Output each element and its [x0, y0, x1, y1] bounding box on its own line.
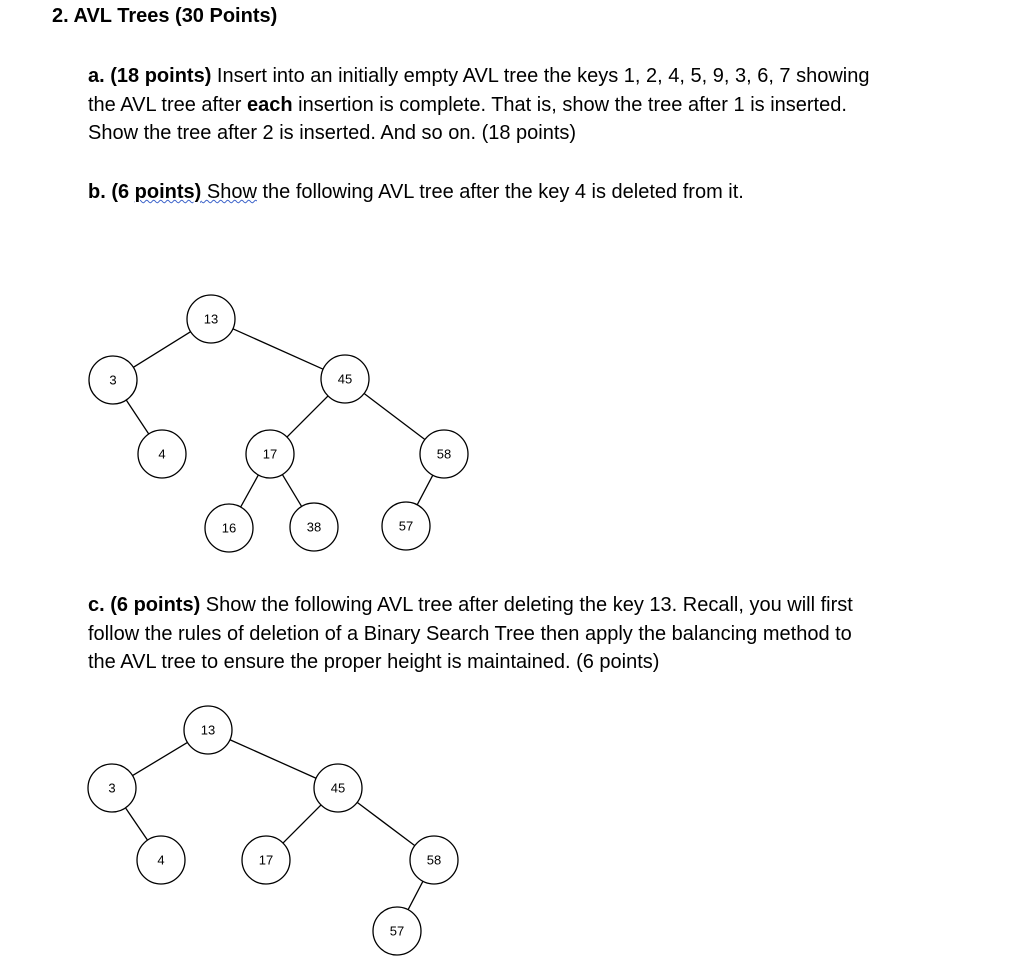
- tree-b-node-label: 57: [398, 518, 414, 534]
- tree-b-node-label: 58: [436, 446, 452, 462]
- avl-tree-b-diagram: [0, 290, 500, 560]
- part-c-text: [88, 591, 853, 677]
- tree-c-node-label: 17: [258, 852, 274, 868]
- tree-b-edge-58-57: [417, 475, 433, 505]
- part-b-label-squiggle: points): [134, 181, 202, 203]
- tree-c-edge-58-57: [408, 881, 423, 909]
- avl-tree-c-diagram: [0, 700, 500, 960]
- tree-b-node-3: [89, 356, 137, 404]
- tree-c-node-label: 4: [157, 852, 165, 868]
- tree-c-node-label: 57: [389, 923, 405, 939]
- tree-b-edge-3-4: [126, 400, 148, 434]
- part-a-label: a. (18 points): [88, 65, 212, 87]
- tree-c-node-57: [373, 907, 421, 955]
- tree-c-node-label: 45: [330, 780, 346, 796]
- tree-b-node-16: [205, 504, 253, 552]
- tree-c-node-4: [137, 836, 185, 884]
- part-b-text: [88, 178, 744, 207]
- tree-c-edge-3-4: [126, 808, 148, 840]
- part-c-line-1-text: Show the following AVL tree after deleting the key 13. Recall, you will first: [200, 594, 853, 616]
- tree-c-node-17: [242, 836, 290, 884]
- part-b-label-lead: b. (6: [88, 181, 135, 203]
- tree-c-node-58: [410, 836, 458, 884]
- part-a-text: [88, 62, 870, 148]
- part-a-emphasis: each: [246, 93, 293, 116]
- tree-b-node-13: [187, 295, 235, 343]
- tree-c-edge-13-45: [230, 740, 316, 778]
- tree-b-node-45: [321, 355, 369, 403]
- tree-c-node-45: [314, 764, 362, 812]
- tree-c-node-label: 13: [200, 722, 216, 738]
- tree-c-edge-45-17: [283, 805, 321, 843]
- tree-b-node-17: [246, 430, 294, 478]
- tree-b-node-label: 4: [158, 446, 166, 462]
- tree-b-node-57: [382, 502, 430, 550]
- tree-b-edge-17-16: [241, 475, 259, 507]
- tree-b-edge-13-3: [133, 332, 190, 368]
- tree-b-node-label: 3: [109, 372, 117, 388]
- part-c-line-3: the AVL tree to ensure the proper height is maintained. (6 points): [88, 651, 660, 673]
- part-a-line-2-pre: the AVL tree after: [88, 93, 247, 116]
- part-c-label: c. (6 points): [88, 594, 201, 616]
- part-a-line-1-text: Insert into an initially empty AVL tree the keys 1, 2, 4, 5, 9, 3, 6, 7 showing: [211, 65, 870, 87]
- tree-b-node-4: [138, 430, 186, 478]
- tree-c-edge-45-58: [357, 802, 415, 845]
- tree-b-node-label: 13: [203, 311, 219, 327]
- tree-c-node-3: [88, 764, 136, 812]
- part-b-show-word: Show: [201, 181, 257, 203]
- tree-b-node-label: 45: [337, 371, 353, 387]
- tree-b-edge-45-17: [287, 396, 328, 437]
- part-a-line-2-post: insertion is complete. That is, show the tree after 1 is inserted.: [292, 93, 847, 116]
- part-a-line-3: Show the tree after 2 is inserted. And so on. (18 points): [88, 122, 577, 144]
- part-c-line-2: follow the rules of deletion of a Binary Search Tree then apply the balancing method to: [88, 622, 852, 645]
- tree-b-edge-45-58: [364, 393, 425, 439]
- tree-b-edge-13-45: [233, 329, 323, 369]
- part-a-line-1: [88, 62, 870, 91]
- part-a-line-2: [88, 91, 870, 120]
- tree-b-node-38: [290, 503, 338, 551]
- tree-b-node-label: 17: [262, 446, 278, 462]
- part-c-line-1: [88, 591, 853, 620]
- tree-b-node-label: 38: [306, 519, 322, 535]
- tree-b-node-58: [420, 430, 468, 478]
- tree-c-edge-13-3: [133, 742, 188, 775]
- tree-c-node-label: 3: [108, 780, 116, 796]
- tree-c-node-label: 58: [426, 852, 442, 868]
- part-b-rest: the following AVL tree after the key 4 is deleted from it.: [256, 181, 744, 203]
- tree-b-node-label: 16: [221, 520, 237, 536]
- tree-c-node-13: [184, 706, 232, 754]
- tree-b-edge-17-38: [282, 475, 301, 507]
- section-heading: 2. AVL Trees (30 Points): [52, 5, 278, 27]
